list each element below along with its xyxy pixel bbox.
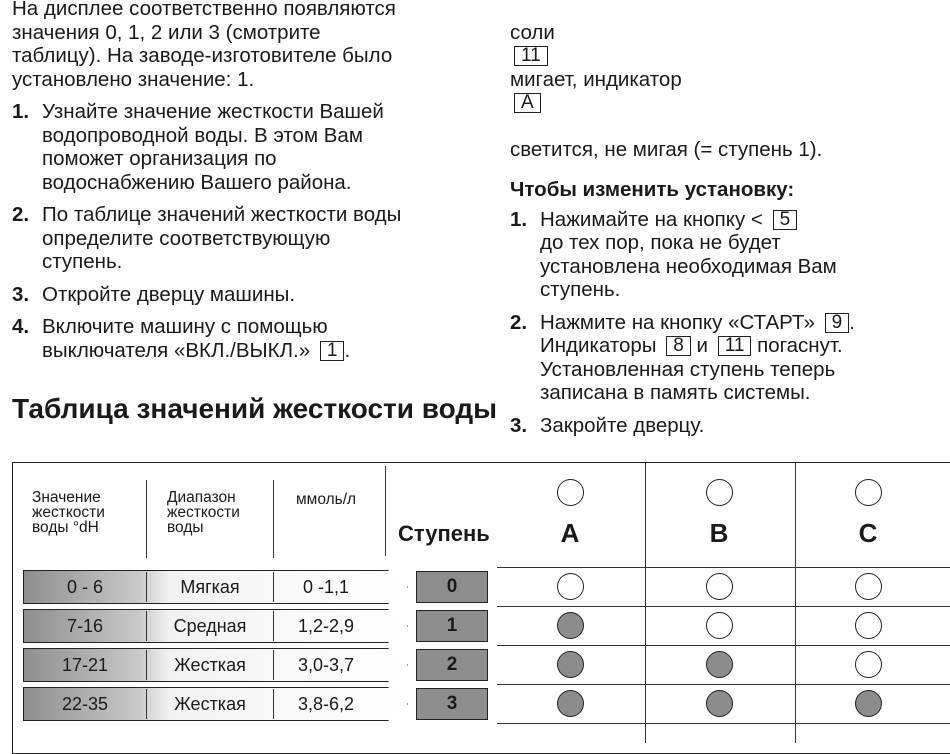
step-number: 3.: [12, 282, 30, 306]
column-divider: [645, 463, 646, 743]
cell-divider: [146, 611, 147, 641]
cell-dh: 7-16: [66, 616, 104, 636]
indicator-ref-box: 8: [666, 336, 691, 356]
right-intro-pre: соли: [510, 20, 555, 44]
step-text-l2a: Индикаторы: [540, 334, 657, 357]
step-box: 2: [416, 649, 488, 681]
right-step-2: [510, 311, 950, 405]
step-number: 2.: [510, 310, 528, 334]
step-box: 1: [416, 610, 488, 642]
step-text-rest: до тех пор, пока не будет установлена необходимая Вам ступень.: [540, 231, 837, 301]
step-number: 1.: [510, 207, 528, 231]
indicator-header-circle: [557, 479, 584, 506]
header-divider: [385, 466, 386, 556]
indicator-c: [855, 690, 882, 717]
step-text-tail: .: [344, 338, 351, 362]
step-text-post: .: [849, 310, 855, 334]
step-text-main: Включите машину с помощью выключателя «ВКЛ./ВЫКЛ.»: [42, 315, 328, 362]
right-intro: [510, 0, 950, 162]
indicator-header-circle: [855, 479, 882, 506]
indicator-a: [557, 690, 584, 717]
row-separator: [497, 567, 950, 568]
indicator-b: [706, 612, 733, 639]
cell-mmol: 3,8-6,2: [297, 694, 355, 714]
left-intro: На дисплее соответственно появляются значения 0, 1, 2 или 3 (смотрите таблицу). На заводе-изготовителе было установлено значение: 1.: [12, 0, 396, 91]
indicator-b: [706, 651, 733, 678]
step-text: Откройте дверцу машины.: [42, 282, 296, 306]
indicator-c: [855, 651, 882, 678]
indicator-ref-box: A: [514, 93, 541, 113]
cell-range: Мягкая: [180, 577, 240, 597]
cell-range: Средная: [173, 616, 247, 636]
step-box: 3: [416, 688, 488, 720]
indicator-c: [855, 612, 882, 639]
left-step-2: [12, 203, 472, 274]
button-ref-box: 1: [320, 341, 345, 361]
cell-divider: [146, 650, 147, 680]
indicator-a: [557, 573, 584, 600]
row-separator: [497, 606, 950, 607]
step-text: [42, 315, 350, 362]
header-divider: [146, 480, 147, 558]
step-text-pre: Нажимайте на кнопку <: [540, 207, 763, 231]
cell-divider: [273, 611, 274, 641]
step-number: 2.: [12, 203, 30, 226]
row-separator: [497, 645, 950, 646]
right-step-3: [510, 414, 950, 438]
step-text-l2c: погаснут.: [757, 334, 843, 357]
table-title: Таблица значений жесткости воды: [12, 393, 498, 424]
step-text: [540, 208, 837, 302]
right-intro-line2: светится, не мигая (= ступень 1).: [510, 138, 823, 161]
cell-divider: [273, 572, 274, 602]
step-number: 1.: [12, 100, 30, 123]
header-mmol: ммоль/л: [296, 491, 357, 508]
indicator-b: [706, 690, 733, 717]
change-setting-heading: Чтобы изменить установку:: [510, 177, 795, 201]
row-separator: [497, 723, 950, 724]
cell-range: Жесткая: [174, 655, 246, 675]
left-step-4: [12, 315, 472, 362]
right-steps: [510, 208, 950, 438]
cell-mmol: 1,2-2,9: [297, 616, 355, 636]
step-text: Закройте дверцу.: [540, 413, 705, 437]
header-divider: [273, 480, 274, 558]
step-text: [540, 311, 855, 405]
cell-range: Жесткая: [174, 694, 246, 714]
indicator-ref-box: 11: [514, 46, 548, 66]
indicator-b: [706, 573, 733, 600]
step-box: 0: [416, 571, 488, 603]
step-text-rest: Установленная ступень теперь записана в память системы.: [540, 357, 836, 404]
indicator-header-circle: [706, 479, 733, 506]
column-divider: [795, 463, 796, 743]
indicator-a: [557, 612, 584, 639]
header-hardness-dh: Значение жесткости воды °dH: [32, 489, 105, 536]
header-range: Диапазон жесткости воды: [167, 489, 240, 536]
row-separator: [497, 684, 950, 685]
cell-dh: 17-21: [61, 655, 109, 675]
cell-dh: 0 - 6: [66, 577, 104, 597]
cell-dh: 22-35: [61, 694, 109, 714]
right-step-1: [510, 208, 950, 302]
indicator-header-c: C: [858, 518, 878, 548]
indicator-header-a: A: [560, 518, 580, 548]
indicator-a: [557, 651, 584, 678]
step-text: По таблице значений жесткости воды определите соответствующую ступень.: [42, 203, 402, 273]
cell-divider: [273, 650, 274, 680]
left-step-3: [12, 283, 472, 307]
left-step-1: [12, 100, 472, 194]
step-text: Узнайте значение жесткости Вашей водопроводной воды. В этом Вам поможет организация по водоснабжению Вашего района.: [42, 100, 384, 194]
indicator-header-b: B: [709, 518, 729, 548]
indicator-ref-box: 11: [718, 336, 752, 356]
right-column: [510, 0, 950, 446]
step-number: 3.: [510, 413, 528, 437]
button-ref-box: 5: [773, 210, 798, 230]
left-column: [12, 0, 472, 371]
left-steps: [12, 100, 472, 362]
header-step: Ступень: [398, 521, 490, 546]
indicator-c: [855, 573, 882, 600]
button-ref-box: 9: [825, 313, 850, 333]
step-text-pre: Нажмите на кнопку «СТАРТ»: [540, 310, 815, 334]
cell-mmol: 0 -1,1: [302, 577, 350, 597]
cell-divider: [273, 689, 274, 719]
cell-mmol: 3,0-3,7: [297, 655, 355, 675]
step-number: 4.: [12, 315, 30, 338]
cell-divider: [146, 572, 147, 602]
cell-divider: [146, 689, 147, 719]
right-intro-mid: мигает, индикатор: [510, 67, 682, 91]
step-text-l2b: и: [696, 334, 708, 357]
